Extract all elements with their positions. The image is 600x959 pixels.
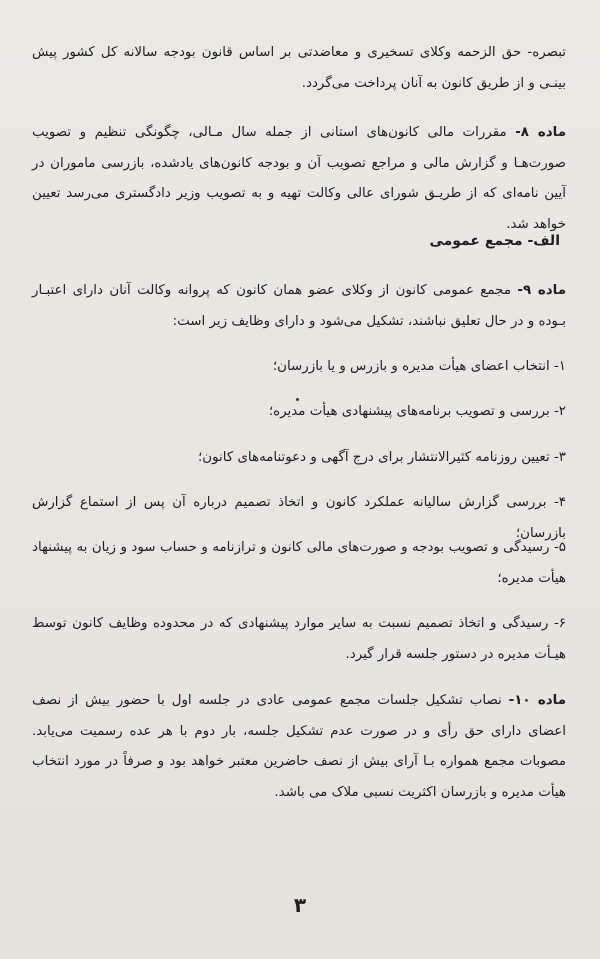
article-9-text: مجمع عمومی کانون از وکلای عضو همان کانون که پروانه وکالت آنان دارای اعتبـار بـوده و در حال تعلیق نباشند، تشکیل می‌شود و دارای وظایف زیر است: bbox=[32, 283, 566, 329]
list-item-4: ۴- بررسی گزارش سالیانه عملکرد کانون و اتخاذ تصمیم درباره آن پس از استماع گزارش بازرسان؛ bbox=[32, 495, 566, 541]
article-9-paragraph bbox=[32, 276, 566, 337]
article-8-label: ماده ۸- bbox=[515, 125, 566, 140]
article-10-label: ماده ۱۰- bbox=[508, 693, 566, 708]
page-number: ۳ bbox=[293, 893, 307, 917]
section-heading: الف- مجمع عمومی bbox=[429, 233, 560, 249]
article-8-text: مقررات مالی کانون‌های استانی از جمله سال مـالی، چگونگی تنظیم و تصویب صورت‌هـا و گزارش مالی و مراجع تصویب آن و بودجه کانون‌های یادشده، بازرسی ماموران در آیین نامه‌ای که از طریـق شورای عالی وکالت تهیه و به تصویب وزیر دادگستری می‌رسد تعیین خواهد شد. bbox=[32, 125, 566, 232]
article-10-text: نصاب تشکیل جلسات مجمع عمومی عادی در جلسه اول با حضور بیش از نصف اعضای دارای حق رأی و در صورت عدم تشکیل جلسه، بار دوم با هر عده رسمیت می‌یابد. مصوبات مجمع همواره بـا آرای بیش از نصف حاضرین معتبر خواهد بود و صرفاً در مورد انتخاب هیأت مدیره و بازرسان اکثریت نسبی ملاک می باشد. bbox=[32, 693, 566, 800]
article-9-label: ماده ۹- bbox=[517, 283, 566, 298]
list-item-3: ۳- تعیین روزنامه کثیرالانتشار برای درج آگهی و دعوتنامه‌های کانون؛ bbox=[198, 450, 566, 465]
list-item-1: ۱- انتخاب اعضای هیأت مدیره و بازرس و یا بازرسان؛ bbox=[272, 359, 566, 374]
note-paragraph: تبصره- حق الزحمه وکلای تسخیری و معاضدتی بر اساس قانون بودجه سالانه کل کشور پیش بینـی و از طریق کانون به آنان پرداخت می‌گردد. bbox=[32, 45, 566, 91]
list-item-5: ۵- رسیدگی و تصویب بودجه و صورت‌های مالی کانون و ترازنامه و حساب سود و زیان به پیشنهاد هیأت مدیره؛ bbox=[32, 540, 566, 586]
scan-speck bbox=[296, 398, 299, 401]
list-item-6: ۶- رسیدگی و اتخاذ تصمیم نسبت به سایر موارد پیشنهادی که در محدوده وظایف کانون توسط هیـأت مدیره در دستور جلسه قرار گیرد. bbox=[32, 616, 566, 662]
list-item-2: ۲- بررسی و تصویب برنامه‌های پیشنهادی هیأت مدیره؛ bbox=[268, 404, 566, 419]
article-8-paragraph bbox=[32, 118, 566, 240]
article-10-paragraph bbox=[32, 686, 566, 808]
